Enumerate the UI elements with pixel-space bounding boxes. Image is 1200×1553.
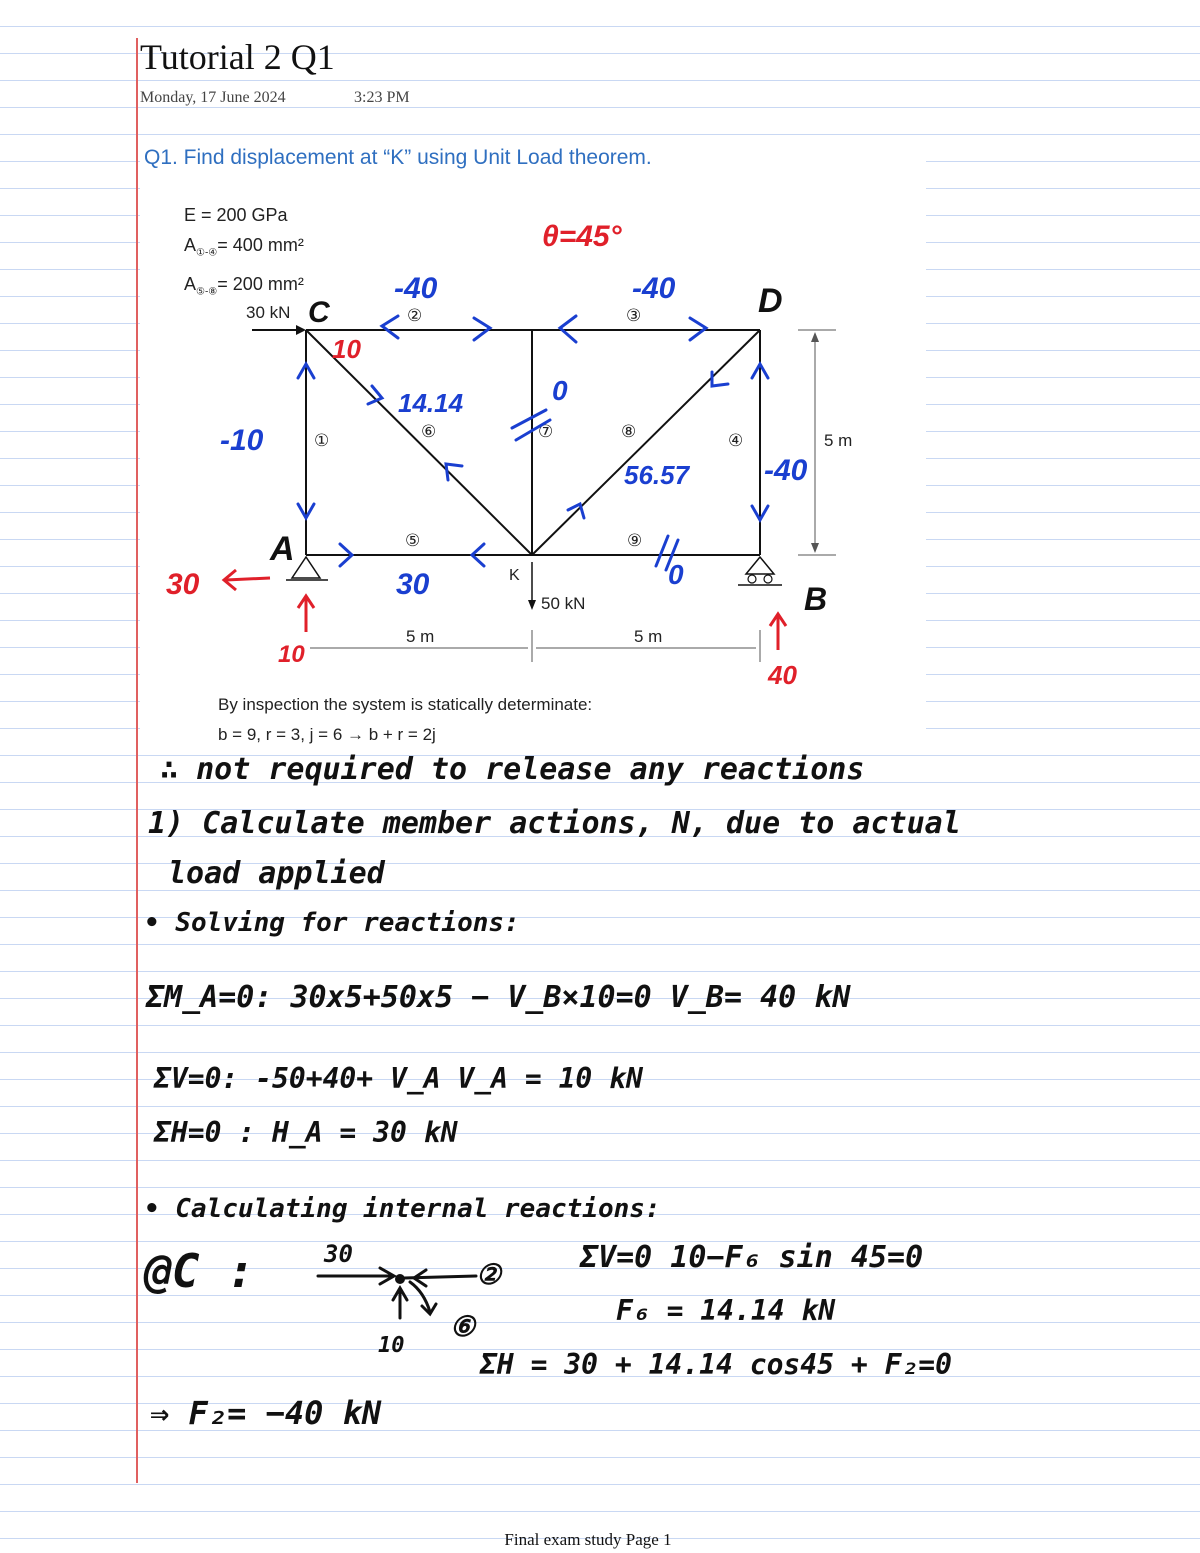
member-9-force: 0 (668, 559, 684, 590)
equation-moment: ΣM_A=0: 30x5+50x5 − V_B×10=0 V_B= 40 kN (146, 980, 851, 1015)
reaction-ha-arrow (226, 578, 270, 580)
elastic-modulus: E = 200 GPa (184, 205, 288, 225)
node-b-label: B (804, 581, 828, 617)
member-7-number: ⑦ (538, 422, 554, 441)
member-4-force: -40 (764, 454, 808, 487)
member-5-number: ⑤ (405, 531, 421, 550)
fbd-member-2-label: ② (476, 1258, 502, 1291)
reaction-vb-label: 40 (768, 660, 797, 690)
member-3-number: ③ (626, 306, 642, 325)
member-4-number: ④ (728, 431, 744, 450)
fbd-joint (395, 1274, 405, 1284)
fbd-member-6-label: ⑥ (450, 1310, 476, 1343)
note-line-3: load applied (168, 856, 385, 891)
page-footer: Final exam study Page 1 (504, 1530, 672, 1549)
member-7-force: 0 (552, 375, 568, 406)
member-8-number: ⑧ (621, 422, 637, 441)
area-members-5-8: $A_{⑤-⑧}= 200$ mm² (184, 273, 304, 298)
dim-arrow-top (811, 332, 819, 342)
dim-arrow-bottom (811, 543, 819, 553)
roller-support-b (746, 557, 774, 574)
arrow-2-left (382, 316, 398, 338)
node-c-fbd-label: @C : (144, 1244, 255, 1298)
member-2-number: ② (407, 306, 423, 325)
area-members-1-4: $A_{①-④}= 400$ mm² (184, 235, 304, 259)
member-9-number: ⑨ (627, 531, 643, 550)
equation-horizontal: ΣH=0 : H_A = 30 kN (154, 1116, 458, 1149)
zero-hatch-9a (656, 536, 668, 566)
truss-diagram (0, 0, 1200, 760)
equation-node-c-vertical: ΣV=0 10−F₆ sin 45=0 (580, 1240, 924, 1275)
truss-members (306, 330, 760, 555)
equation-vertical: ΣV=0: -50+40+ V_A V_A = 10 kN (154, 1062, 643, 1095)
inspection-line-2: b = 9, r = 3, j = 6 → b + r = 2j (218, 725, 436, 744)
note-line-2: 1) Calculate member actions, N, due to actual (148, 806, 961, 841)
roller-wheel-2 (764, 575, 772, 583)
page-title: Tutorial 2 Q1 (140, 37, 335, 77)
note-line-4: • Solving for reactions: (144, 908, 520, 938)
dim-right-label: 5 m (634, 627, 663, 646)
page-time: 3:23 PM (354, 89, 410, 106)
member-8-line (532, 330, 760, 555)
pin-support-a (292, 557, 320, 578)
member-6-number: ⑥ (421, 422, 437, 441)
node-c-free-body-diagram (300, 1236, 540, 1356)
page-date: Monday, 17 June 2024 (140, 89, 286, 106)
equation-f6-result: F₆ = 14.14 kN (616, 1294, 836, 1327)
load-c-label: 30 kN (246, 303, 291, 322)
reaction-va-label: 10 (278, 641, 305, 668)
equation-f2-result: ⇒ F₂= −40 kN (150, 1394, 382, 1432)
member-2-force: -40 (394, 272, 438, 305)
node-k-label: K (509, 567, 520, 584)
fbd-10-label: 10 (378, 1333, 405, 1356)
equation-node-c-horizontal: ΣH = 30 + 14.14 cos45 + F₂=0 (480, 1348, 953, 1381)
dim-left-label: 5 m (406, 627, 435, 646)
note-line-1: ∴ not required to release any reactions (160, 752, 865, 787)
force-c-red-label: 10 (332, 334, 361, 364)
load-k-label: 50 kN (541, 594, 586, 613)
note-line-5: • Calculating internal reactions: (144, 1194, 661, 1224)
member-1-force: -10 (220, 424, 264, 457)
dim-height-label: 5 m (824, 431, 853, 450)
node-a-label: A (270, 530, 295, 568)
member-8-force: 56.57 (624, 460, 690, 490)
node-c-label: C (308, 296, 330, 329)
question-text: Q1. Find displacement at “K” using Unit Load theorem. (144, 146, 652, 169)
member-5-force: 30 (396, 568, 430, 601)
load-arrow-k-head (528, 600, 536, 610)
member-1-number: ① (314, 431, 330, 450)
angle-annotation: θ=45° (542, 220, 622, 253)
load-arrow-c-head (296, 325, 306, 335)
roller-wheel-1 (748, 575, 756, 583)
inspection-line-1: By inspection the system is statically determinate: (218, 695, 593, 714)
member-6-force: 14.14 (398, 388, 464, 418)
fbd-30-label: 30 (324, 1240, 353, 1268)
node-d-label: D (758, 282, 783, 320)
member-3-force: -40 (632, 272, 676, 305)
reaction-ha-label: 30 (166, 568, 200, 601)
